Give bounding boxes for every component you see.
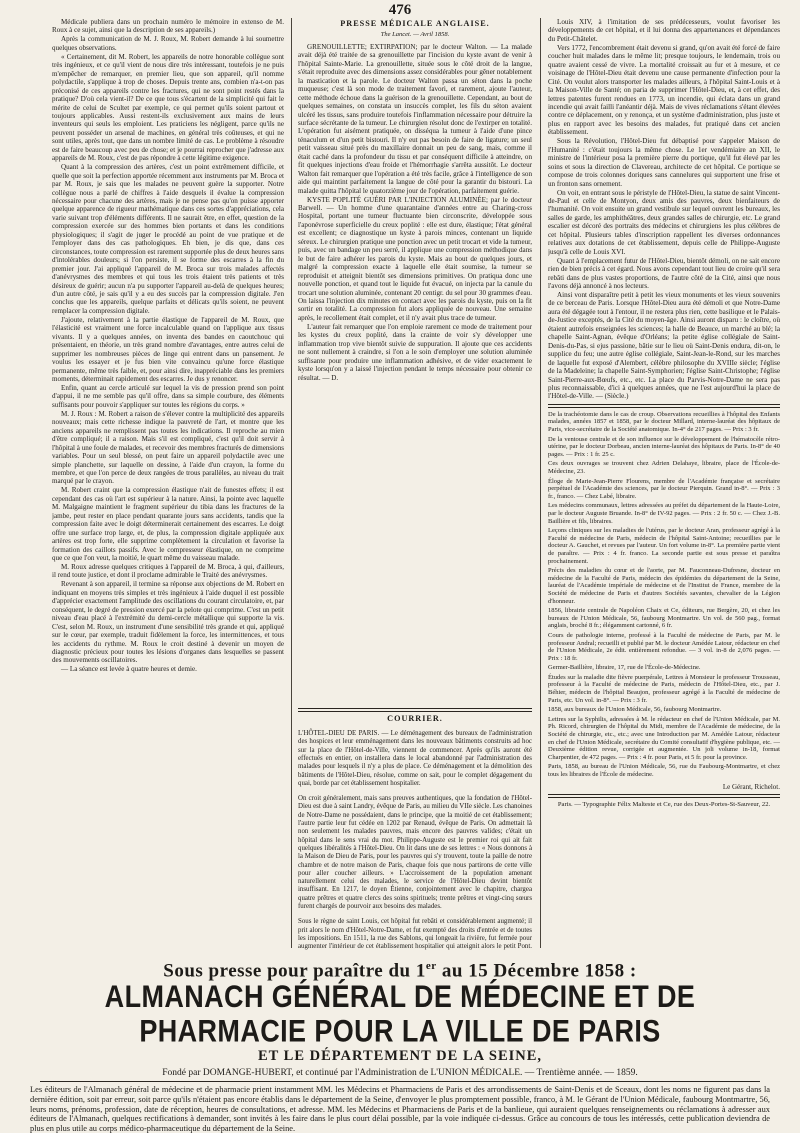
biblio-entry: Études sur la maladie dite fièvre puerpérale, Lettres à Monsieur le professeur Trousseau, professeur à la Faculté de médecine de Paris, médecin de l'Hôtel-Dieu, etc., par J. Béhier, médecin de l'hôpital Beaujon, professeur agrégé à la Faculté de médecine de Paris, etc. Un vol. in-8°. — Prix : 3 fr.: [548, 673, 780, 704]
gerant-signature: Le Gérant, Richelot.: [722, 782, 780, 791]
paragraph: Ainsi vont disparaître petit à petit les vieux monuments et les vieux souvenirs de ce berceau de Paris. Lorsque l'Hôtel-Dieu aura été démoli et que Notre-Dame aura été dégagée tout à l'entour, il ne restera plus rien, cette basilique et le Palais-de-Justice exceptés, de la Cité du moyen-âge. Ainsi auront disparu : le cloître, où étaient autrefois enseignées les sciences; la halle de Beauce, un marché au blé; la chapelle Saint-Agnan, évêque d'Orléans; la petite église collégiale de Saint-Denis-du-Pas, si ejus passione, bâtie sur le lieu où Saint-Denis endura, dit-on, le supplice du feu; une autre église collégiale, Saint-Jean-le-Rond, sur les marches de laquelle fut exposé d'Alembert, célèbre philosophe du XVIIIe siècle; l'église de la Madeleine; la chapelle Saint-Symphorien; l'église Saint-Christophe; l'église Saint-Pierre-aux-Bœufs, etc., etc. La place du Parvis-Notre-Dame ne sera pas plus reconnaissable, d'ici à quelques années, que ne l'est aujourd'hui la place de l'Hôtel-de-Ville. — (Siècle.): [548, 291, 780, 401]
printer-line: Paris. — Typographie Félix Malteste et Ce, rue des Deux-Portes-St-Sauveur, 22.: [557, 801, 771, 809]
article-paragraph: KYSTE POPLITÉ GUÉRI PAR L'INJECTION ALUMINÉE; par le docteur Barwell. — Un homme d'une quarantaine d'années entre au Charing-cross Hospital, portant une tumeur fluctuante bien circonscrite, développée sous l'aponévrose superficielle du creux poplité : elle est dure, élastique; l'état général est excellent; ce diagnostique un kyste à parois minces, contenant un liquide séreux. Le chirurgien pratique une ponction avec un petit trocart et vide la tumeur, puis, avec un bandage un peu serré, il applique une compression méthodique dans le but de faire adhérer les parois du kyste. Mais au bout de quelques jours, et malgré la compression exacte à laquelle elle était soumise, la tumeur se reproduisit et atteignit bientôt ses dimensions primitives. On pratiqua donc une nouvelle ponction, et quand tout le liquide fut évacué, on injecta par la canule du trocart une solution aluminée, contenant 20 centigr. du sel pour 30 grammes d'eau. On laissa l'injection dix minutes en contact avec les parois du kyste, puis on la fit sortir en totalité. La compression fut alors appliquée de nouveau. Une semaine après, le recollement était complet, et il n'y avait plus trace de tumeur.: [298, 195, 532, 322]
divider: [548, 794, 780, 798]
almanach-title: ALMANACH GÉNÉRAL DE MÉDECINE ET DE PHARMACIE POUR LA VILLE DE PARIS: [104, 979, 696, 1049]
biblio-entry: Éloge de Marie-Jean-Pierre Flourens, membre de l'Académie française et secrétaire perpétuel de l'Académie des sciences, par le docteur Pierquin. Grand in-8°. — Prix : 3 fr., franco. — Chez Labé, libraire.: [548, 477, 780, 500]
paragraph: Quant à la compression des artères, c'est un point extrêmement difficile, et quelle que soit la perfection apportée récemment aux instruments par M. Broca et par M. Roux, je sais que les malades ne peuvent guère la supporter. Notre collègue nous a parlé de chiffres à l'aide desquels il évalue la compression nécessaire pour chacune des artères, mais je ne pense pas qu'on puisse apporter quelque apparence de rigueur mathématique dans ces sortes d'appréciations, cela varie suivant trop d'éléments différents. Il ne saurait être, en effet, question de la compression exercée sur des hommes bien portants et dans les conditions physiologiques; il s'agit de juger le procédé au point de vue pratique et de l'employer dans des cas pathologiques. Eh bien, je dis que, dans ces circonstances, toute compression est rarement supportée plus de deux heures sans d'intolérables douleurs; si l'on persiste, il se forme des escarres à la fin du premier jour. J'ai appliqué l'appareil de M. Broca sur trois malades affectés d'anévrysmes des membres et qui tous les trois étaient très patients et très désireux de guérir; aucun n'a pu supporter l'appareil au-delà de quelques heures; d'un autre côté, je sais qu'il y a eu des succès par la compression digitale. J'en conclus que les appareils, quelque parfaits et délicats qu'ils soient, ne peuvent remplacer la compression digitale.: [52, 163, 284, 315]
paragraph: « Certainement, dit M. Robert, les appareils de notre honorable collègue sont très ingénieux, et ce qu'il vient de nous dire très intéressant, toutefois je ne puis m'empêcher de remarquer, en premier lieu, que son appareil, qu'il nomme polydactile, s'applique à trop de choses. Depuis trente ans, combien n'a-t-on pas préconisé de ces appareils contre les fractures, qui ne sont point restés dans la pratique? D'où cela vient-il? De ce que tous s'écartent de la simplicité qui fait le mérite de celui de Scultet par exemple, ce qui permet qu'ils soient partout et toujours applicables. Aussi restent-ils exclusivement aux mains de leurs inventeurs qui seuls les emploient. Les praticiens les négligent, parce qu'ils ne peuvent posséder un arsenal de machines, en général très coûteuses, et qui ne sont utiles, après tout, que dans un nombre limité de cas. Le problème à résoudre est de faire beaucoup avec peu de chose; et je pourrai reprocher que j'adresse aux appareils de M. Roux, c'est de pas répondre à cette légitime exigence.: [52, 52, 284, 163]
biblio-entry: Cours de pathologie interne, professé à la Faculté de médecine de Paris, par M. le professeur Andral; recueilli et publié par M. le docteur Amédée Latour, rédacteur en chef de l'Union Médicale, 2e édit. entièrement refondue. — 3 vol. in-8 de 2,076 pages. — Prix : 18 fr.: [548, 631, 780, 662]
courrier-paragraph: Sous le règne de saint Louis, cet hôpital fut rebâti et considérablement augmenté; il prit alors le nom d'Hôtel-Notre-Dame, et fut exempté des droits d'entrée et de toutes les impositions. En 1511, la rue des Sablons, qui longeait la rivière, fut fermée pour augmenter l'intérieur de cet établissement hospitalier qui atteignit alors le petit Pont.: [298, 918, 532, 950]
paragraph: Sous la Révolution, l'Hôtel-Dieu fut débaptisé pour s'appeler Maison de l'Humanité : c'était toujours la même chose. Le 1er vendémiaire an XII, le ministre de l'intérieur posa la première pierre du portique, qu'il fut élevé par les soins et sous la direction de Clavereau, architecte de cet hôpital. Ce portique se compose de trois colonnes doriques sans cannelures qui supportent une frise et un fronton sans ornement.: [548, 137, 780, 188]
biblio-entry: Les médecins communaux, lettres adressées au préfet du département de la Haute-Loire, par le docteur Auguste Bruande. In-8° de IV-92 pages. — Prix : 2 fr. 50 c. — Chez J.-B. Baillière et fils, libraires.: [548, 502, 780, 525]
courrier-title: COURRIER.: [387, 714, 443, 723]
almanach-advert: [20, 960, 780, 1133]
biblio-entry: Leçons cliniques sur les maladies de l'utérus, par le docteur Aran, professeur agrégé à la Faculté de médecine de Paris, médecin de l'hôpital Saint-Antoine; recueillies par le docteur A. Gauchet, et revues par l'auteur. Un fort volume in-8°. La première partie vient de paraître. — Prix : 4 fr. franco. La seconde partie est sous presse et paraîtra prochainement.: [548, 527, 780, 565]
paragraph: M. J. Roux : M. Robert a raison de s'élever contre la multiplicité des appareils nouveaux; mais cette richesse indique la pauvreté de l'art, et montre que les anciens appareils ne remplissent pas toutes les indications. Il reproche au mien d'être compliqué; il a raison. Mais s'il est compliqué, c'est qu'il doit servir à l'hôpital à une foule de malades, et recevoir des membres fracturés de dimensions variables. Pour un seul blessé, on peut faire un appareil polydactile avec une simple planchette, sur laquelle on dessine, à l'aide d'un crayon, la forme du membre, et que l'on perce de deux rangées de trous parallèles, au niveau du trait marqué par le crayon.: [52, 409, 284, 486]
biblio-entry: De la ventouse centrale et de son influence sur le développement de l'hématocèle rétro-utérine, par le docteur Dorbeau, ancien interne-lauréat des hôpitaux de Paris. In-8° de 40 pages. — Prix : 1 fr. 25 c.: [548, 435, 780, 458]
courrier-paragraph: L'HÔTEL-DIEU DE PARIS. — Le déménagement des bureaux de l'administration des hospices et leur emménagement dans les nouveaux bâtiments construits ad hoc sur la place de l'Hôtel-de-Ville, viennent de commencer. Après qu'ils auront été effectués en entier, on installera dans le local abandonné par l'administration des malades pour lesquels il n'y a plus de place. Ce déménagement et la démolition des bâtiments de l'Hôtel-Dieu, résolue, comme on sait, pour le complet dégagement du quai, borde par cet établissement hospitalier.: [298, 730, 532, 787]
section-title: PRESSE MÉDICALE ANGLAISE.: [340, 19, 490, 28]
divider: [40, 1081, 760, 1082]
biblio-entry: De la trachéotomie dans le cas de croup. Observations recueillies à l'hôpital des Enfants malades, années 1857 et 1858, par le docteur Millard, interne-lauréat des hôpitaux de Paris, vice-secrétaire de la Société anatomique. In-4° de 217 pages. — Prix : 3 fr.: [548, 410, 780, 434]
paragraph: J'ajoute, relativement à la partie élastique de l'appareil de M. Roux, que l'élasticité est vraiment une force incalculable quand on l'applique aux tissus vivants. Il y a quelques années, on inventa des bandes en caoutchouc qui présentaient, en théorie, un très grand nombre d'avantages, entre autres celui de supprimer les nombreuses pièces de linge qui entrent dans un pansement. Je voulus les essayer et je fus bien vite convaincu qu'une force élastique permanente, même très faible, et, pour ainsi dire, inappréciable dans les premiers moments, déterminait rapidement des escarres. Je dus y renoncer.: [52, 315, 284, 384]
paragraph: M. Robert craint que la compression élastique n'ait de funestes effets; il est cependant des cas où l'art est supérieur à la nature. Ainsi, la pointe avec laquelle M. Malgaigne maintient le fragment supérieur du tibia dans les fractures de la jambe, peut rester en place pendant quarante jours sans accidents, tandis que la compression faite avec le doigt déterminerait certainement des escarres. Le doigt offre une surface trop large, et, de plus, la compression digitale appliquée aux artères est trop forte, elle supprime complètement la circulation et favorise la formation des caillots passifs. Avec le compresseur élastique, on ne comprime que ce que l'on veut, la moitié, le quart même du vaisseau malade.: [52, 486, 284, 563]
page-number: 476: [388, 2, 412, 18]
article-paragraph: L'auteur fait remarquer que l'on emploie rarement ce mode de traitement pour les kystes du creux poplité, dans la crainte de voir s'y développer une inflammation trop vive bientôt suivie de suppuration. Il ajoute que ces accidents ne sont nullement à craindre, si l'on a le soin d'employer une solution aluminée suffisante pour produire une inflammation adhésive, et de vider exactement le kyste lorsqu'on y a laissé l'injection pendant le temps nécessaire pour obtenir ce résultat. — D.: [298, 322, 532, 382]
almanach-blurb: Les éditeurs de l'Almanach général de médecine et de pharmacie prient instamment MM. les Médecins et Pharmaciens de Paris et des arrondissements de Saint-Denis et de Sceaux, dont les noms ne figurent pas dans la dernière édition, soit par erreur, soit parce qu'ils n'étaient pas encore établis dans le département de la Seine, d'envoyer le plus promptement possible, franco, à M. le Gérant de l'Union Médicale, faubourg Montmartre, 56, leurs noms, prénoms, profession, date de réception, heures de consultations, et adresse. MM. les Médecins et Pharmaciens de Paris et de la banlieue, qui auraient quelques renseignements ou réclamations à adresser aux éditeurs de l'Almanach, quelques rectifications à demander, sont invités à les faire dans le plus court délai possible, par la voie indiquée ci-dessus. Grâce au concours de tous les intéressés, cette publication deviendra de plus en plus utile au corps médico-pharmaceutique du département de la Seine.: [30, 1085, 770, 1133]
column-rule: [540, 18, 541, 948]
column-rule: [291, 18, 292, 948]
biblio-entry: 1856, librairie centrale de Napoléon Chaix et Ce, éditeurs, rue Bergère, 20, et chez les bureaux de l'Union Médicale, 56, faubourg Montmartre. Un vol. de 560 pag., format anglais, broché 8 fr.; élégamment cartonné, 6 fr.: [548, 607, 780, 630]
paragraph: Quant à l'emplacement futur de l'Hôtel-Dieu, bientôt démoli, on ne sait encore rien de bien précis à cet égard. Nous avons cependant tout lieu de croire qu'il sera rebâti dans de plus vastes proportions, de l'autre côté de la Cité, ainsi que nous l'avons déjà annoncé à nos lecteurs.: [548, 256, 780, 291]
column-left: [52, 18, 284, 953]
paragraph: Revenant à son appareil, il termine sa réponse aux objections de M. Robert en indiquant en moyens très simples et très ingénieux à l'aide duquel il est possible d'apprécier exactement l'amplitude des oscillations du courant circulatoire, et, par conséquent, le degré de pression exercé par la pelote qui comprime. C'est un petit niveau d'eau placé à l'extrémité du demi-cercle métallique qui supporte la vis. C'est, selon M. Roux, un instrument d'une sensibilité très grande et qui, appliqué sur le cœur, par exemple, traduit fidèlement la force, les intermittences, et tous les accidents du rythme. M. Roux le croit destiné à devenir un moyen de diagnostic précieux pour toutes les lésions d'organes dans lesquelles se passent des mouvements oscillatoires.: [52, 580, 284, 665]
biblio-entry: Ces deux ouvrages se trouvent chez Adrien Delahaye, libraire, place de l'École-de-Médecine, 23.: [548, 460, 780, 476]
article-paragraph: GRENOUILLETTE; EXTIRPATION; par le docteur Walton. — La malade avait déjà été traitée de sa grenouillette par l'incision du kyste avant de venir à l'hôpital Sainte-Marie. La grenouillette, située sous le côté droit de la langue, s'était reproduite avec des dimensions assez considérables pour gêner notablement la mastication et la parole. Le docteur Walton passa un séton dans la poche muqueuse; c'est là son mode de traitement favori, et rarement, ajoute l'auteur, cette méthode échoue dans la guérison de la grenouillette. Cependant, au bout de quelques semaines, on constata un insuccès complet, les fils du séton avaient ulcéré les tissus, sans produire toutefois l'inflammation nécessaire pour détruire la surface sécrétante de la tumeur. Le chirurgien résolut donc de l'extirper en totalité. L'opération fut aisément pratiquée, on disséqua la tumeur à l'aide d'une pince ténaculum et d'un petit bistouri. Il n'y eut pas besoin de faire de ligature; un seul petit vaisseau situé près du maxillaire donnait un peu de sang, mais, comme il était caché dans la profondeur du tissu et par conséquent difficile à atteindre, on fit quelques injections d'eau froide et l'hémorrhagie s'arrêta aussitôt. Le docteur Walton fait remarquer que l'opération a été très facile, grâce à l'intelligence de son aide qui maintint parfaitement la langue de côté pour la garantir du bistouri. La malade quitta l'hôpital le quatorzième jour de l'opération, parfaitement guérie.: [298, 42, 532, 195]
column-right: [548, 18, 780, 953]
courrier-paragraph: On croit généralement, mais sans preuves authentiques, que la fondation de l'Hôtel-Dieu est due à saint Landry, évêque de Paris, au milieu du VIIe siècle. Les chanoines de Notre-Dame ne possédaient, dans le principe, que la moitié de cet établissement; l'autre partie leur fut cédée en 1202 par Renaud, évêque de Paris. On admettait là non seulement les malades pauvres, mais encore des pauvres valides; c'était un hôpital dans le sens vrai du mot. Philippe-Auguste est le premier roi qui ait fait quelques libéralités à l'Hôtel-Dieu. On lit dans une de ses lettres : « Nous donnons à la Maison de Dieu de Paris, pour les pauvres qui s'y trouvent, toute la paille de notre chambre et de notre maison de Paris, chaque fois que nous partirons de cette ville pour aller coucher ailleurs. » L'accroissement de la population amenant naturellement celui des malades, le service de l'Hôtel-Dieu devint bientôt insuffisant. En 1217, le doyen Étienne, conjointement avec le chapitre, chargea quatre prêtres et quatre clercs des soins spirituels; trente prêtres et vingt-cinq sœurs furent chargés de pourvoir aux besoins des malades.: [298, 795, 532, 911]
paragraph: Vers 1772, l'encombrement était devenu si grand, qu'on avait été forcé de faire coucher huit malades dans le même lit; presque toujours, le lendemain, trois ou quatre avaient cessé de vivre. La mortalité croissait au fur et à mesure, et ce voisinage de l'Hôtel-Dieu était devenu une cause permanente d'infection pour la Cité. On voulut alors transporter les malades ailleurs, à l'hôpital Saint-Louis et à la Maison-Ville de Santé; on paria de supprimer l'Hôtel-Dieu, et, à cet effet, des lettres patentes furent rendues en 1773, un incendie, qui éclata dans un grand incendie qui avait failli l'anéantir déjà. Mais de vives réclamations s'étant élevées contre ce déplacement, on y renonça, et un système d'administration, plus juste et plus en rapport avec les besoins des malades, fut pratiqué dans cet ancien établissement.: [548, 43, 780, 137]
source-line: The Lancet. — Avril 1858.: [380, 31, 450, 39]
sous-presse-sup: er: [425, 960, 437, 972]
biblio-entry: Paris, 1858, au bureau de l'Union Médicale, 56, rue du Faubourg-Montmartre, et chez tous les libraires de l'École de médecine.: [548, 763, 780, 779]
bibliography: [548, 411, 780, 779]
paragraph: On voit, en entrant sous le péristyle de l'Hôtel-Dieu, la statue de saint Vincent-de-Paul et celle de Montyon, deux amis des pauvres, deux bienfaiteurs de l'humanité. On voit ensuite un grand vestibule sur lequel ouvrent les bureaux, les salles de garde, les amphithéâtres, deux grandes salles de chirurgie, etc. Le grand escalier est décoré des portraits des médecins et chirurgiens les plus célèbres de cet hôpital. Plusieurs tables d'inscription rappellent les diverses ordonnances relatives aux dotations de cet établissement, depuis celle de Philippe-Auguste jusqu'à celle de Louis XVI.: [548, 188, 780, 256]
biblio-entry: 1858, aux bureaux de l'Union Médicale, 56, faubourg Montmartre.: [548, 706, 722, 714]
paragraph: Louis XIV, à l'imitation de ses prédécesseurs, voulut favoriser les développements de cet hôpital, et il lui donna des appartenances et dépendances du Petit-Châtelet.: [548, 18, 780, 43]
paragraph: Médicale publiera dans un prochain numéro le mémoire in extenso de M. Roux à ce sujet, ainsi que la description de ses appareils.): [52, 18, 284, 35]
paragraph: — La séance est levée à quatre heures et demie.: [61, 665, 197, 674]
divider: [298, 708, 532, 712]
biblio-entry: Germer-Baillière, libraire, 17, rue de l'École-de-Médecine.: [548, 664, 701, 672]
paragraph: M. Roux adresse quelques critiques à l'appareil de M. Broca, à qui, d'ailleurs, il rend toute justice, et dont il proclame admirable le Traité des anévrysmes.: [52, 563, 284, 580]
column-middle: [298, 18, 532, 708]
sous-presse-a: Sous presse pour paraître du 1: [163, 960, 426, 982]
biblio-entry: Précis des maladies du cœur et de l'aorte, par M. Fauconneau-Dufresne, docteur en médecine de la Faculté de Paris, médecin des épidémies du département de la Seine, lauréat de l'Académie impériale de médecine et de l'Institut de France, membre de la Société de médecine de Paris et d'autres Sociétés savantes, chevalier de la Légion d'honneur.: [548, 567, 780, 605]
paragraph: Après la communication de M. J. Roux, M. Robert demande à lui soumettre quelques observations.: [52, 35, 284, 52]
department-line: ET LE DÉPARTEMENT DE LA SEINE,: [257, 1048, 543, 1065]
biblio-entry: Lettres sur la Syphilis, adressées à M. le rédacteur en chef de l'Union Médicale, par M. Ph. Ricord, chirurgien de l'hôpital du Midi, membre de l'Académie de médecine, de la Société de chirurgie, etc., etc.; avec une Introduction par M. Amédée Latour, rédacteur en chef de l'Union Médicale, secrétaire du Comité consultatif d'hygiène publique, etc. — Deuxième édition revue, corrigée et augmentée. Un joli volume in-18, format Charpentier, de 472 pages. — Prix : 4 fr. pour Paris, et 5 fr. pour la province.: [548, 715, 780, 761]
founded-line: Fondé par DOMANGE-HUBERT, et continué par l'Administration de L'UNION MÉDICALE. — Trentième année. — 1859.: [162, 1068, 638, 1079]
divider: [548, 404, 780, 408]
sous-presse-b: au 15 Décembre 1858 :: [436, 960, 637, 982]
courrier-section: [298, 705, 532, 950]
paragraph: Enfin, quant au cercle articulé sur lequel la vis de pression prend son point d'appui, il ne me semble pas qu'il offre, dans sa simple courbure, des éléments suffisants pour pouvoir s'appliquer sur toutes les régions du corps. »: [52, 383, 284, 409]
